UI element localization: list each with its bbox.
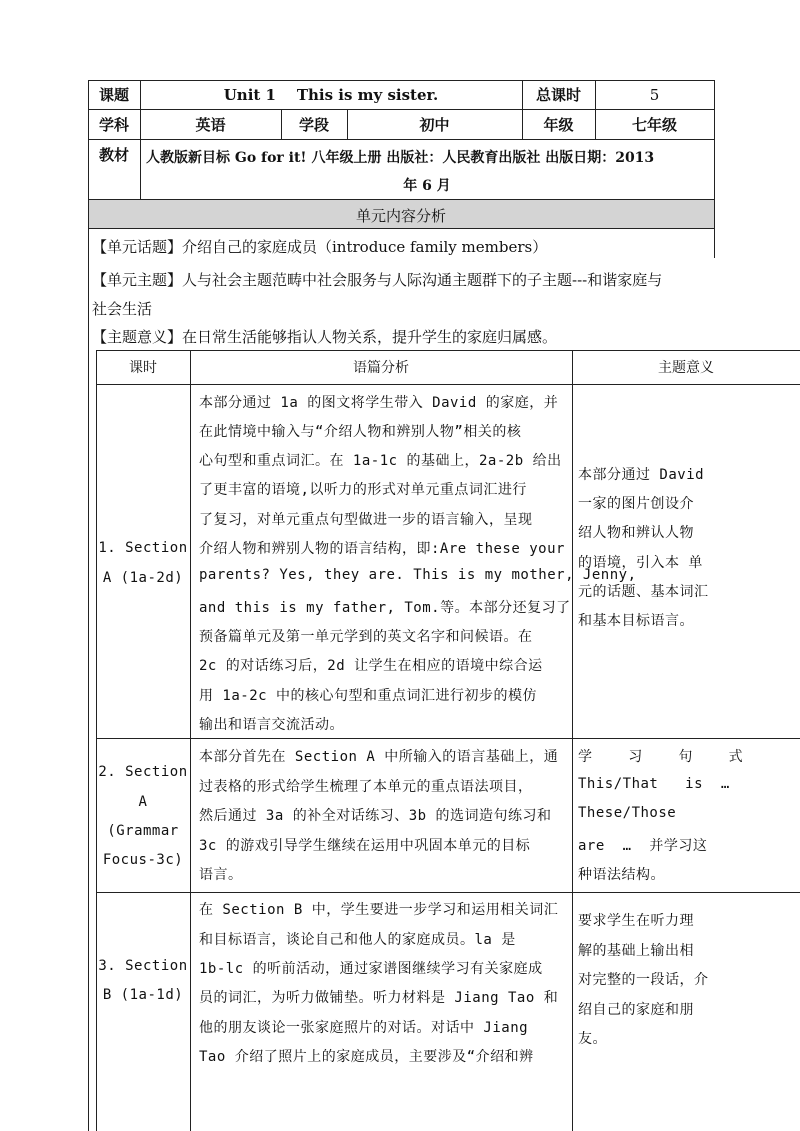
analysis-line: 输出和语言交流活动。 [199,717,344,733]
analysis-line: Tao 介绍了照片上的家庭成员，主要涉及“介绍和辨 [199,1049,534,1065]
meaning-line: 友。 [578,1031,607,1047]
meaning-line: 一家的图片创设介 [578,496,694,512]
unit-topic-line: 【单元话题】介绍自己的家庭成员（introduce family members） [92,238,548,256]
stage-label: 学段 [298,115,329,134]
lesson-name: (Grammar [107,823,179,839]
analysis-line: 和目标语言，谈论自己和他人的家庭成员。la 是 [199,932,516,948]
lesson-name: A [138,794,148,810]
meaning-line: are … 并学习这 [578,838,708,854]
subject-value: 英语 [195,115,226,134]
analysis-line: and this is my father, Tom.等。本部分还复习了 [199,600,571,616]
analysis-line: 3c 的游戏引导学生继续在运用中巩固本单元的目标 [199,838,531,854]
unit-theme-line-1: 【单元主题】人与社会主题范畴中社会服务与人际沟通主题群下的子主题---和谐家庭与 [92,271,663,289]
col-header-lesson: 课时 [129,360,157,376]
lesson-name: B (1a-1d) [102,987,184,1003]
meaning-cell [578,893,800,1131]
total-hours-value: 5 [649,85,660,104]
meaning-line: 本部分通过 David [578,467,705,483]
analysis-line: 语言。 [199,867,243,883]
meaning-line: 要求学生在听力理 [578,913,694,929]
meaning-line: 种语法结构。 [578,867,665,883]
theme-meaning-line: 【主题意义】在日常生活能够指认人物关系，提升学生的家庭归属感。 [92,328,558,346]
meaning-line: 的语境，引入本 单 [578,555,703,571]
grade-label: 年级 [543,115,574,134]
textbook-label: 教材 [98,145,129,164]
meaning-line: 绍人物和辨认人物 [578,525,694,541]
lesson-name: 2. Section [98,764,188,780]
analysis-line: 他的朋友谈论一张家庭照片的对话。对话中 Jiang [199,1020,529,1036]
meaning-line: 绍自己的家庭和朋 [578,1002,694,1018]
textbook-line-2: 年 6 月 [403,178,451,194]
analysis-line: 预备篇单元及第一单元学到的英文名字和问候语。在 [199,629,533,645]
analysis-line: 了复习，对单元重点句型做进一步的语言输入，呈现 [199,512,533,528]
topic-label: 课题 [98,86,129,104]
unit-theme-line-2: 社会生活 [92,300,153,318]
analysis-line: 本部分通过 1a 的图文将学生带入 David 的家庭，并 [199,395,559,411]
analysis-line: parents? Yes, they are. This is my mother, Jenny, [199,567,637,583]
meaning-line: 解的基础上输出相 [578,943,694,959]
analysis-line: 心句型和重点词汇。在 1a-1c 的基础上，2a-2b 给出 [199,453,562,469]
analysis-line: 然后通过 3a 的补全对话练习、3b 的选词造句练习和 [199,808,552,824]
lesson-name: 3. Section [98,958,188,974]
analysis-line: 用 1a-2c 中的核心句型和重点词汇进行初步的模仿 [199,688,537,704]
stage-value: 初中 [419,115,450,134]
meaning-line: 学 习 句 式 [578,749,744,765]
analysis-line: 介绍人物和辨别人物的语言结构，即:Are these your [199,541,565,557]
analysis-line: 员的词汇，为听力做铺垫。听力材料是 Jiang Tao 和 [199,990,559,1006]
meaning-cell [578,739,800,891]
meaning-line: 对完整的一段话，介 [578,972,709,988]
analysis-line: 在 Section B 中，学生要进一步学习和运用相关词汇 [199,902,559,918]
meaning-cell [578,385,800,737]
meaning-line: 元的话题、基本词汇 [578,584,709,600]
meaning-line: 和基本目标语言。 [578,613,694,629]
analysis-line: 2c 的对话练习后，2d 让学生在相应的语境中综合运 [199,658,543,674]
lesson-name: Focus-3c) [102,852,184,868]
meaning-line: These/Those [578,805,677,821]
lesson-name: A (1a-2d) [102,570,184,586]
lesson-name: 1. Section [98,540,188,556]
grade-value: 七年级 [631,115,677,134]
analysis-line: 本部分首先在 Section A 中所输入的语言基础上，通 [199,749,559,765]
analysis-line: 在此情境中输入与“介绍人物和辨别人物”相关的核 [199,424,522,440]
meaning-line: This/That is … [578,776,730,792]
topic-value: Unit 1 This is my sister. [223,85,439,104]
col-header-meaning: 主题意义 [658,360,714,376]
textbook-line-1: 人教版新目标 Go for it! 八年级上册 出版社：人民教育出版社 出版日期：2013 [146,150,655,166]
section-title: 单元内容分析 [355,207,446,225]
analysis-line: 了更丰富的语境,以听力的形式对单元重点词汇进行 [199,482,527,498]
total-hours-label: 总课时 [535,86,581,104]
subject-label: 学科 [98,115,129,134]
col-header-analysis: 语篇分析 [353,360,409,376]
analysis-line: 1b-lc 的听前活动，通过家谱图继续学习有关家庭成 [199,961,543,977]
analysis-line: 过表格的形式给学生梳理了本单元的重点语法项目， [199,779,533,795]
